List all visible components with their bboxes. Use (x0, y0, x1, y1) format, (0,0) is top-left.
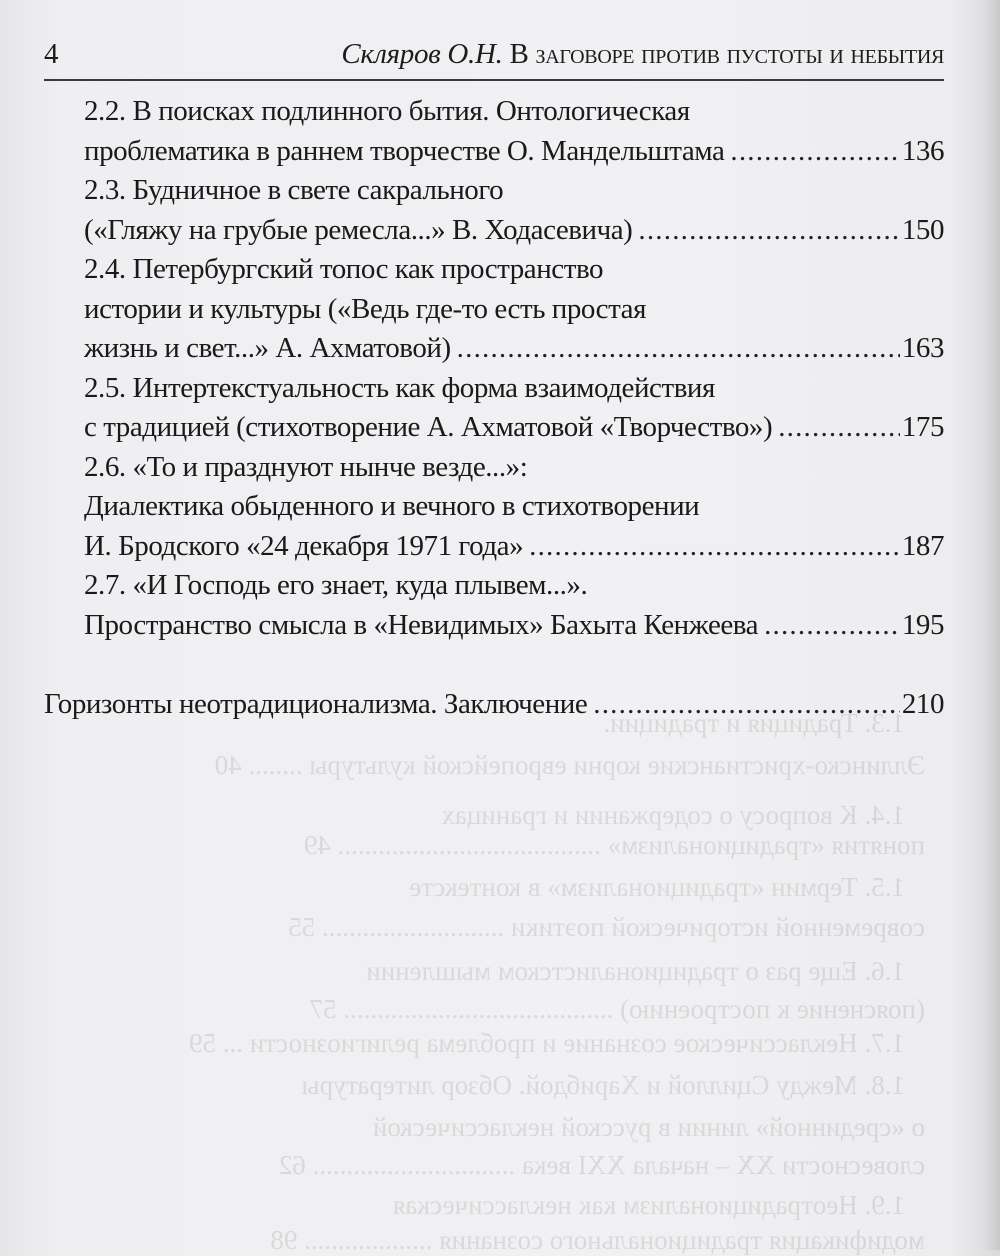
spacer (44, 645, 944, 685)
toc-entry-title: истории и культуры («Ведь где-то есть простая (84, 292, 646, 325)
toc-page-number: 187 (901, 529, 944, 562)
toc-page-number: 175 (901, 411, 944, 443)
toc-entry-2-3[interactable] (44, 171, 944, 250)
toc-page-number: 136 (901, 134, 944, 167)
toc-entry-2-6[interactable] (44, 448, 944, 567)
toc-entry-2-5[interactable] (44, 369, 944, 448)
bleed-line: Эллинско-христианские корни европейской культуры ........ 40 (214, 750, 925, 780)
toc-entry-title: 2.4. Петербургский топос как пространство (84, 253, 604, 285)
running-title (341, 38, 944, 71)
bleed-line: 1.3. Традиция и традиции. (603, 708, 905, 738)
dot-leader (593, 685, 900, 725)
table-of-contents (44, 92, 944, 725)
toc-entry-title: 2.6. «То и празднуют нынче везде...»: (84, 450, 528, 483)
dot-leader (457, 329, 900, 369)
dot-leader (730, 132, 899, 172)
toc-entry-title: 2.2. В поисках подлинного бытия. Онтологическая (84, 95, 690, 127)
bleed-line: 1.7. Неклассическое сознание и проблема религиозности ... 59 (189, 1028, 905, 1058)
toc-entry-title: Диалектика обыденного и вечного в стихотворении (84, 490, 700, 522)
bleed-line: понятия «традиционализм» ....................................... 49 (303, 830, 925, 860)
toc-entry-2-2[interactable] (44, 92, 944, 171)
header-rule (44, 79, 944, 81)
toc-entry-title: 2.7. «И Господь его знает, куда плывем...». (84, 569, 588, 601)
toc-entry-title: Пространство смысла в «Невидимых» Бахыта Кенжеева (84, 608, 759, 641)
toc-entry-title: («Гляжу на грубые ремесла...» В. Ходасевича) (84, 213, 633, 246)
bleed-line: 1.4. К вопросу о содержании и границах (441, 800, 905, 830)
author-name: Скляров О.Н. (341, 38, 503, 70)
bleed-line: словесности XX – начала XXI века .............................. 62 (278, 1150, 925, 1180)
dot-leader (778, 408, 900, 448)
toc-entry-title: 2.5. Интертекстуальность как форма взаимодействия (84, 371, 715, 404)
bleed-line: 1.6. Еще раз о традиционалистском мышлении (366, 956, 905, 986)
toc-page-number: 210 (901, 688, 944, 720)
bleed-line: 1.9. Неотрадиционализм как неклассическая (392, 1190, 905, 1220)
toc-entry-conclusion[interactable] (44, 685, 944, 725)
toc-entry-title: с традицией (стихотворение А. Ахматовой «Творчество») (84, 411, 773, 443)
toc-entry-title: 2.3. Будничное в свете сакрального (84, 174, 504, 206)
toc-entry-title: И. Бродского «24 декабря 1971 года» (84, 529, 524, 562)
toc-page-number: 150 (901, 213, 944, 246)
bleed-line: о «срединной» линии в русской неклассической (372, 1112, 925, 1142)
page-number: 4 (44, 38, 59, 70)
book-title: В заговоре против пустоты и небытия (509, 38, 944, 70)
dot-leader (638, 211, 899, 251)
running-head (44, 38, 944, 78)
page-edge-shadow (982, 0, 1000, 1250)
dot-leader (529, 527, 900, 567)
toc-page-number: 195 (901, 608, 944, 641)
toc-entry-title: проблематика в раннем творчестве О. Мандельштама (84, 134, 725, 167)
bleed-line: (пояснение к построению) ........................................ 57 (309, 994, 925, 1024)
bleed-line: современной исторической поэтики ........................... 55 (288, 912, 925, 942)
bleed-line: 1.8. Между Сциллой и Харибдой. Обзор литературы (301, 1070, 905, 1100)
toc-entry-2-4[interactable] (44, 250, 944, 369)
bleed-line: 1.5. Термин «традиционализм» в контексте (409, 872, 905, 902)
toc-entry-title: жизнь и свет...» А. Ахматовой) (84, 332, 451, 364)
bleed-line: модификация традиционального сознания ................... 98 (270, 1225, 925, 1255)
toc-entry-2-7[interactable] (44, 566, 944, 645)
toc-entry-title: Горизонты неотрадиционализма. Заключение (44, 688, 588, 720)
dot-leader (764, 606, 900, 646)
toc-page-number: 163 (901, 332, 944, 364)
